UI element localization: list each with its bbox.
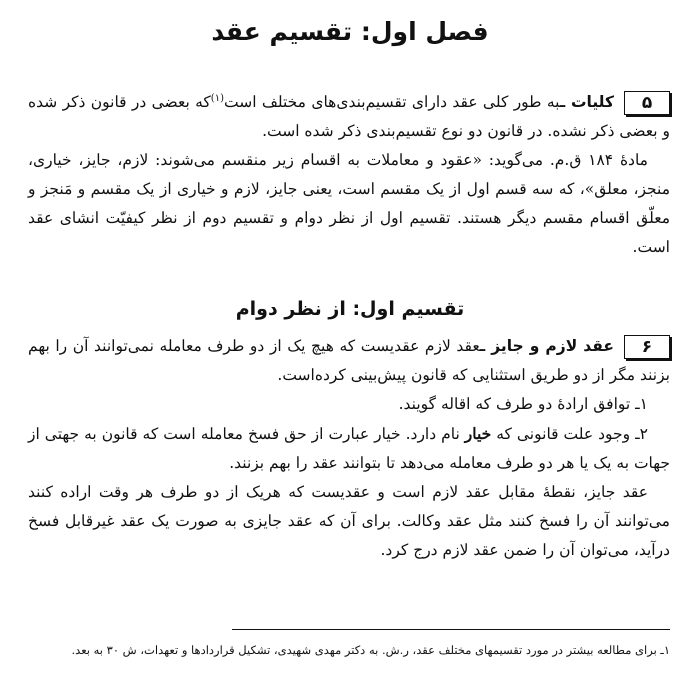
section-text: به طور کلی عقد دارای تقسیم‌بندی‌های مختلف است (223, 93, 560, 112)
list-item-1: ۱ـ توافق ارادۀ دو طرف که اقاله گویند. (398, 395, 648, 413)
section-6-intro (28, 332, 670, 390)
section-heading: کلیات ـ (559, 93, 615, 112)
chapter-title: فصل اول: تقسیم عقد (211, 17, 489, 46)
section-number-badge: ۵ (624, 91, 670, 115)
section-text: عقد لازم عقدیست که هیچ یک از دو طرف معامله نمی‌توانند آن را بهم بزنند مگر از دو طریق استثنایی که قانون پیش‌بینی کرده‌است. (28, 337, 670, 384)
list-item-text: ۲ـ وجود علت قانونی که (491, 425, 648, 443)
section-5 (28, 84, 670, 262)
footnote-divider (232, 629, 670, 630)
list-item-2 (28, 419, 670, 478)
section-6 (28, 332, 670, 565)
section-5-paragraph-1 (28, 84, 670, 146)
section-5-paragraph-2: مادۀ ۱۸۴ ق.م. می‌گوید: «عقود و معاملات به اقسام زیر منقسم می‌شوند: لازم، جایز، خیاری، منجز، معلق»، که سه قسم اول از یک مقسم است، یعنی جایز، لازم و خیاری از یک مقسم و مَنجز و معلّق اقسام مقسم دیگر هستند. تقسیم اول از نظر دوام و تقسیم دوم از نظر کیفیّت انشای عقد است. (28, 151, 670, 257)
bold-term: خیار (464, 424, 492, 443)
section-heading: عقد لازم و جایز ـ (479, 337, 614, 355)
section-number-badge: ۶ (624, 335, 670, 359)
subsection-title: تقسیم اول: از نظر دوام (235, 298, 465, 320)
section-6-closing: عقد جایز، نقطۀ مقابل عقد لازم است و عقدیست که هریک از دو طرف هر وقت اراده کنند می‌توانند آن را فسخ کنند مثل عقد وکالت. برای آن که عقد جایزی به صورت یک عقد غیرقابل فسخ درآید، می‌توان آن را ضمن عقد لازم درج کرد. (28, 483, 670, 559)
footnote-reference: (۱) (210, 93, 224, 104)
section-text-continued: که بعضی در قانون ذکر شده و بعضی ذکر نشده. در قانون دو نوع تقسیم‌بندی ذکر شده است. (28, 93, 670, 141)
footnote: ۱ـ برای مطالعه بیشتر در مورد تقسیمهای مختلف عقد، ر.ش. به دکتر مهدی شهیدی، تشکیل قراردادها و تعهدات، ش ۳۰ به بعد. (71, 643, 670, 657)
list-item-text-continued: نام دارد. خیار عبارت از حق فسخ معامله است که قانون به جهتی از جهات به یک یا هر دو طرف معامله می‌دهد تا بتوانند عقد را بهم بزنند. (28, 425, 670, 472)
